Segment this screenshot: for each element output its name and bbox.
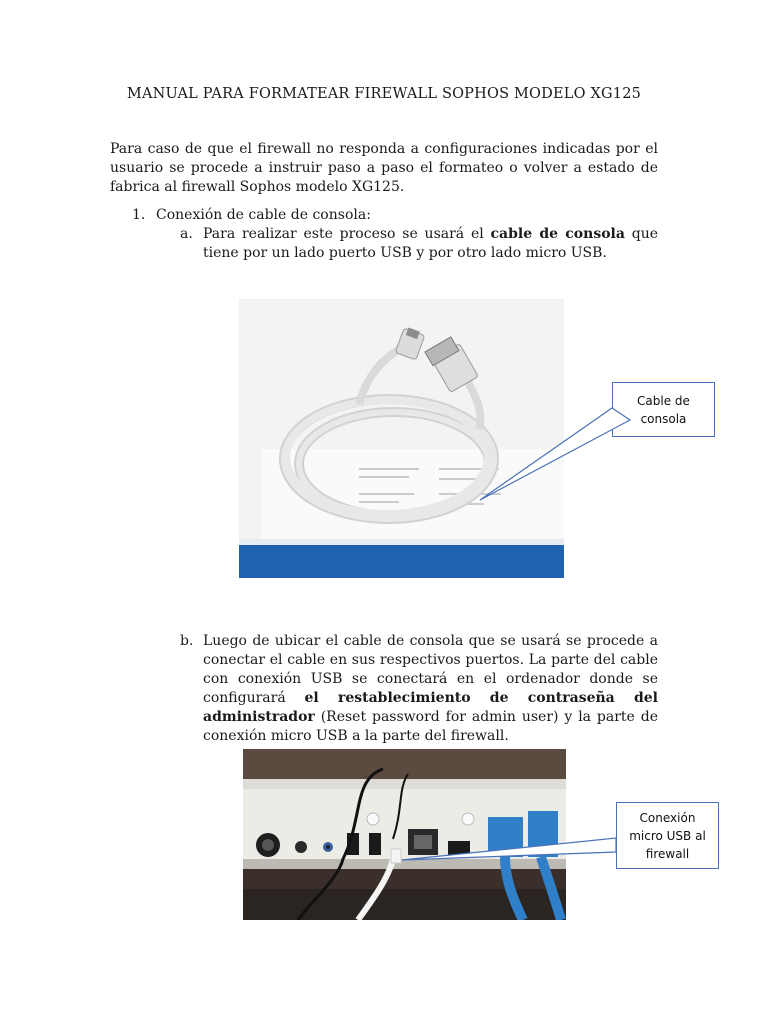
console-cable-photo bbox=[239, 299, 564, 578]
firewall-callout-box bbox=[616, 802, 719, 869]
firewall-callout-line3: firewall bbox=[645, 846, 690, 861]
cable-callout-text bbox=[637, 392, 690, 428]
step-1-title: Conexión de cable de consola: bbox=[156, 207, 371, 223]
substep-b bbox=[180, 632, 658, 746]
substep-b-letter: b. bbox=[180, 633, 194, 649]
console-cable-illustration bbox=[239, 299, 564, 578]
cable-callout-line2: consola bbox=[640, 411, 687, 426]
firewall-illustration bbox=[243, 749, 566, 920]
firewall-callout-line2: micro USB al bbox=[629, 828, 706, 843]
substep-a-bold: cable de consola bbox=[490, 226, 625, 242]
firewall-photo bbox=[243, 749, 566, 920]
step-1-number: 1. bbox=[132, 207, 146, 223]
step-1-heading bbox=[132, 206, 371, 225]
substep-a bbox=[180, 225, 658, 263]
substep-b-text bbox=[203, 632, 658, 746]
substep-a-text-end: que tiene por un lado puerto USB y por otro lado micro USB. bbox=[203, 226, 659, 261]
intro-paragraph: Para caso de que el firewall no responda a configuraciones indicadas por el usuario se procede a instruir paso a paso el formateo o volver a estado de fabrica al firewall Sophos modelo XG125. bbox=[110, 141, 658, 195]
substep-b-text-end: (Reset password for admin user) y la parte de conexión micro USB a la parte del firewall. bbox=[203, 709, 658, 744]
substep-b-bold: el restablecimiento de contraseña del administrador bbox=[203, 690, 658, 725]
firewall-callout-line1: Conexión bbox=[639, 810, 696, 825]
substep-b-text-start: Luego de ubicar el cable de consola que se usará se procede a conectar el cable en sus respectivos puertos. La parte del cable con conexión USB se conectará en el ordenador donde se configurará bbox=[203, 633, 658, 706]
substep-a-text-start: Para realizar este proceso se usará el bbox=[203, 226, 491, 242]
cable-callout-box bbox=[612, 382, 715, 437]
page-title: MANUAL PARA FORMATEAR FIREWALL SOPHOS MODELO XG125 bbox=[126, 86, 642, 102]
substep-a-text bbox=[203, 225, 658, 263]
firewall-callout-text bbox=[629, 809, 706, 863]
substep-a-letter: a. bbox=[180, 226, 193, 242]
cable-callout-line1: Cable de bbox=[637, 393, 690, 408]
